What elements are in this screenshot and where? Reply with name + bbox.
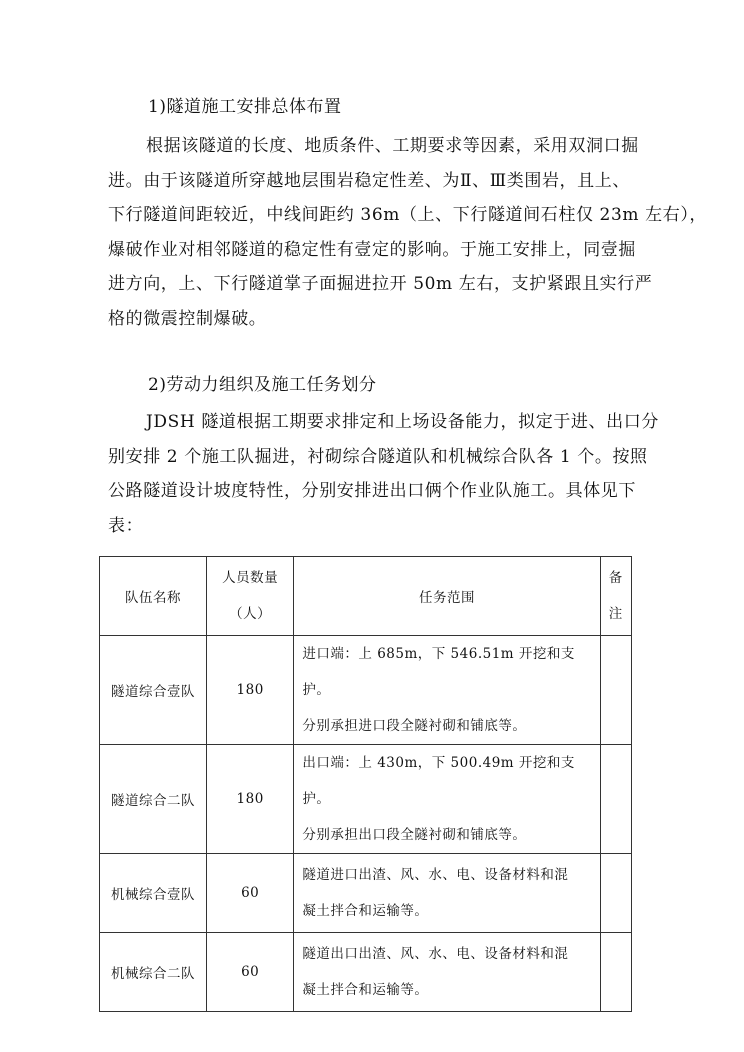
table-header-row [100,557,632,636]
remark-cell [600,933,631,1012]
remark-cell [600,854,631,933]
paragraph-line: 表： [108,515,144,536]
paragraph-line: 别安排 2 个施工队掘进，衬砌综合隧道队和机械综合队各 1 个。按照 [108,446,648,467]
team-name-cell: 隧道综合二队 [100,745,207,854]
header-task-scope: 任务范围 [294,557,600,636]
team-name-cell: 隧道综合壹队 [100,636,207,745]
remark-cell [600,745,631,854]
task-scope-line: 隧道进口出渣、风、水、电、设备材料和混 [302,867,569,883]
table-row [100,854,632,933]
task-scope-line: 隧道出口出渣、风、水、电、设备材料和混 [302,946,569,962]
task-scope-line: 分别承担出口段全隧衬砌和铺底等。 [302,827,527,843]
task-scope-cell [294,933,600,1012]
paragraph-line: 爆破作业对相邻隧道的稳定性有壹定的影响。于施工安排上，同壹掘 [108,239,636,260]
header-staff-count-line1: 人员数量 [222,570,279,586]
paragraph-line: 下行隧道间距较近，中线间距约 36m（上、下行隧道间石柱仅 23m 左右）， [108,205,708,225]
section-1-paragraph [108,129,708,336]
header-staff-count-line2: （人） [229,606,272,622]
staff-count-cell: 180 [206,745,294,854]
header-remark-line2: 注 [608,606,623,622]
paragraph-line: 格的微震控制爆破。 [108,308,267,329]
task-scope-cell [294,636,600,745]
paragraph-line: 根据该隧道的长度、地质条件、工期要求等因素，采用双洞口掘 [146,136,639,156]
table-row [100,636,632,745]
header-remark [600,557,631,636]
task-scope-line: 凝土拌合和运输等。 [302,982,429,998]
task-scope-line: 分别承担进口段全隧衬砌和铺底等。 [302,718,527,734]
section-2-heading: 2)劳动力组织及施工任务划分 [148,375,377,395]
table-row [100,745,632,854]
paragraph-line: JDSH 隧道根据工期要求排定和上场设备能力，拟定于进、出口分 [146,412,659,432]
header-staff-count [206,557,294,636]
task-scope-line: 出口端：上 430m，下 500.49m 开挖和支护。 [302,755,575,807]
paragraph-line: 公路隧道设计坡度特性，分别安排进出口俩个作业队施工。具体见下 [108,481,636,501]
paragraph-line: 进。由于该隧道所穿越地层围岩稳定性差、为Ⅱ、Ⅲ类围岩，且上、 [108,170,630,191]
remark-cell [600,636,631,745]
task-assignment-table [99,556,632,1012]
paragraph-line: 进方向，上、下行隧道掌子面掘进拉开 50m 左右，支护紧跟且实行严 [108,274,653,294]
team-name-cell: 机械综合壹队 [100,854,207,933]
task-scope-cell [294,854,600,933]
task-scope-line: 进口端：上 685m，下 546.51m 开挖和支护。 [302,646,575,698]
staff-count-cell: 60 [206,933,294,1012]
table-row [100,933,632,1012]
section-1-heading: 1)隧道施工安排总体布置 [148,97,342,117]
task-scope-cell [294,745,600,854]
task-scope-line: 凝土拌合和运输等。 [302,903,429,919]
team-name-cell: 机械综合二队 [100,933,207,1012]
header-remark-line1: 备 [608,570,623,586]
section-2-paragraph [108,405,659,543]
staff-count-cell: 60 [206,854,294,933]
header-team-name: 队伍名称 [100,557,207,636]
staff-count-cell: 180 [206,636,294,745]
